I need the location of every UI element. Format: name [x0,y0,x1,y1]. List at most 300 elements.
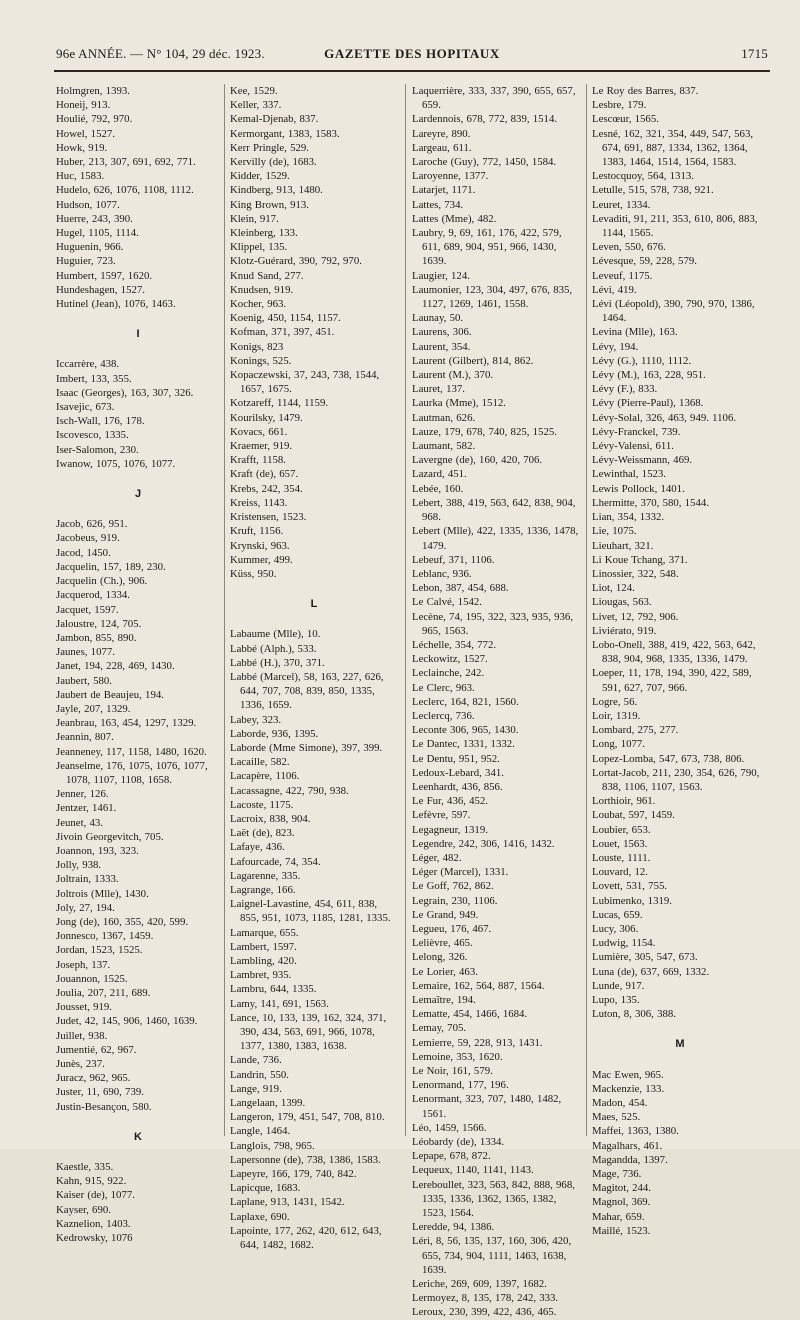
index-entry: Ledoux-Lebard, 341. [412,766,504,779]
index-entry: Lance, 10, 133, 139, 162, 324, 371, 390, 434, 563, 691, 966, 1078, 1377, 1380, 1383, 1638. [230,1011,387,1053]
index-entry: Huc, 1583. [56,170,105,183]
index-entry: Koenig, 450, 1154, 1157. [230,312,341,325]
index-entry: Hundeshagen, 1527. [56,283,145,296]
index-entry: Kreiss, 1143. [230,496,288,509]
index-entry: Lambert, 1597. [230,940,297,953]
index-entry: Konings, 525. [230,354,292,367]
index-entry: Lombard, 275, 277. [592,724,679,737]
index-entry: Legendre, 242, 306, 1416, 1432. [412,837,555,850]
index-entry: Joltrois (Mlle), 1430. [56,887,149,900]
index-entry: Lhermitte, 370, 580, 1544. [592,496,709,509]
index-entry: Honeij, 913. [56,99,111,112]
index-entry: Le Noir, 161, 579. [412,1065,493,1078]
index-entry: Keller, 337. [230,99,282,112]
index-entry: Kaestle, 335. [56,1161,114,1174]
index-entry: Lortat-Jacob, 211, 230, 354, 626, 790, 838, 1106, 1107, 1563. [592,766,760,793]
index-entry: Jentzer, 1461. [56,802,117,815]
index-entry: Iwanow, 1075, 1076, 1077. [56,457,176,470]
index-entry: Leenhardt, 436, 856. [412,780,503,793]
index-entry: Lereboullet, 323, 563, 842, 888, 968, 1335, 1336, 1362, 1365, 1382, 1523, 1564. [412,1178,575,1220]
index-entry: Maes, 525. [592,1111,641,1124]
index-entry: Leblanc, 936. [412,567,472,580]
index-entry: Liougas, 563. [592,596,652,609]
index-entry: Knud Sand, 277. [230,269,304,282]
index-entry: Hudson, 1077. [56,198,120,211]
index-entry: Lepape, 678, 872. [412,1150,491,1163]
index-entry: Lapicque, 1683. [230,1182,301,1195]
index-entry: Léri, 8, 56, 135, 137, 160, 306, 420, 655, 734, 904, 1111, 1463, 1638, 1639. [412,1235,572,1276]
index-entry: Lapointe, 177, 262, 420, 612, 643, 644, 1482, 1682. [230,1224,382,1252]
index-entry: Lautman, 626. [412,411,476,424]
index-entry: Laborde, 936, 1395. [230,727,319,740]
index-entry: Leuret, 1334. [592,198,651,211]
index-entry: Lemaire, 162, 564, 887, 1564. [412,979,545,992]
index-entry: Lattes (Mme), 482. [412,212,497,225]
column-divider [586,84,587,1136]
index-entry: Justin-Besançon, 580. [56,1100,152,1113]
index-entry: Lagrange, 166. [230,883,296,896]
index-entry: Lambru, 644, 1335. [230,983,317,996]
index-entry: Lapersonne (de), 738, 1386, 1583. [230,1153,381,1166]
index-entry: Kahn, 915, 922. [56,1175,127,1188]
index-entry: Joulia, 207, 211, 689. [56,986,151,999]
index-entry: Laët (de), 823. [230,827,295,840]
index-entry: Launay, 50. [412,312,464,325]
column-divider [405,84,406,1136]
index-entry: Luna (de), 637, 669, 1332. [592,965,710,978]
letter-heading: J [134,488,142,501]
index-column-3 [412,84,582,1319]
index-entry: Kofman, 371, 397, 451. [230,326,335,339]
index-entry: Léo, 1459, 1566. [412,1121,487,1134]
index-entry: Laquerrière, 333, 337, 390, 655, 657, 659. [412,85,576,112]
index-entry: Laugier, 124. [412,269,470,282]
index-entry: Lévy (M.), 163, 228, 951. [592,369,706,382]
index-entry: Jambon, 855, 890. [56,631,137,644]
index-entry: Jonnesco, 1367, 1459. [56,930,154,943]
index-entry: Lattes, 734. [412,198,464,211]
index-entry: Leven, 550, 676. [592,241,666,254]
index-entry: Le Lorier, 463. [412,965,478,978]
index-entry: Kerr Pringle, 529. [230,141,309,154]
index-entry: King Brown, 913. [230,198,309,211]
index-entry: Lacaille, 582. [230,756,290,769]
index-entry: Joly, 27, 194. [56,901,115,914]
index-entry: Hutinel (Jean), 1076, 1463. [56,298,176,311]
index-entry: Leckowitz, 1527. [412,653,488,666]
index-entry: Junès, 237. [56,1058,105,1070]
index-entry: Lebert (Mlle), 422, 1335, 1336, 1478, 1479. [412,525,579,552]
index-entry: Kaiser (de), 1077. [56,1189,135,1202]
index-entry: Kotzareff, 1144, 1159. [230,397,329,410]
index-entry: Laroyenne, 1377. [412,170,489,183]
index-entry: Lauret, 137. [412,383,465,396]
index-entry: Langlois, 798, 965. [230,1139,315,1152]
index-entry: Kidder, 1529. [230,170,290,183]
index-entry: Laurent (Gilbert), 814, 862. [412,354,534,367]
issue-info: 96e ANNÉE. — N° 104, 29 déc. 1923. [56,46,265,61]
index-entry: Iccarrère, 438. [56,358,120,371]
index-entry: Joannon, 193, 323. [56,844,139,857]
index-entry: Lestocquoy, 564, 1313. [592,170,694,183]
index-entry: Leveuf, 1175. [592,269,653,282]
index-entry: Labaume (Mlle), 10. [230,628,321,641]
index-entry: Lecène, 74, 195, 322, 323, 935, 936, 965, 1563. [412,610,574,637]
index-entry: Lumière, 305, 547, 673. [592,951,698,964]
index-entry: Laroche (Guy), 772, 1450, 1584. [412,156,557,169]
index-entry: Loir, 1319. [592,709,641,722]
index-entry: Jacod, 1450. [56,546,111,559]
index-entry: Loubat, 597, 1459. [592,809,675,822]
index-entry: Labbé (Marcel), 58, 163, 227, 626, 644, 707, 708, 839, 850, 1335, 1336, 1659. [230,670,384,712]
index-entry: Kummer, 499. [230,553,293,566]
index-entry: Luton, 8, 306, 388. [592,1008,676,1021]
index-entry: Lelièvre, 465. [412,937,473,950]
index-column-2 [230,84,398,1252]
index-entry: Lemierre, 59, 228, 913, 1431. [412,1036,543,1049]
index-entry: Lévy-Valensi, 611. [592,440,674,453]
index-entry: Leclerc, 164, 821, 1560. [412,695,519,708]
index-entry: Lebeuf, 371, 1106. [412,553,495,566]
index-entry: Kervilly (de), 1683. [230,156,317,169]
index-entry: Lunde, 917. [592,979,645,992]
index-entry: Lauze, 179, 678, 740, 825, 1525. [412,425,557,438]
index-entry: Magitot, 244. [592,1182,651,1195]
index-entry: Lenormant, 323, 707, 1480, 1482, 1561. [412,1093,562,1120]
index-entry: Labey, 323. [230,713,282,726]
index-entry: Louet, 1563. [592,837,648,850]
index-entry: Klein, 917. [230,212,279,225]
index-entry: Laumant, 582. [412,440,476,453]
index-entry: Lamy, 141, 691, 1563. [230,997,329,1010]
index-entry: Li Koue Tchang, 371. [592,553,688,566]
index-entry: Langle, 1464. [230,1125,291,1138]
index-entry: Livet, 12, 792, 906. [592,610,679,623]
index-entry: Lubimenko, 1319. [592,894,672,907]
index-entry: Huguier, 723. [56,255,116,268]
index-entry: Lavergne (de), 160, 420, 706. [412,454,543,467]
index-entry: Huerre, 243, 390. [56,212,133,225]
index-entry: Le Calvé, 1542. [412,596,482,609]
index-entry: Long, 1077. [592,738,645,751]
index-entry: Lévy-Weissmann, 469. [592,454,693,467]
index-entry: Loeper, 11, 178, 194, 390, 422, 589, 591, 627, 707, 966. [592,667,752,694]
index-entry: Le Dentu, 951, 952. [412,752,500,765]
index-entry: Hugel, 1105, 1114. [56,227,139,240]
index-column-4 [592,84,768,1237]
index-entry: Krafft, 1158. [230,454,286,467]
index-entry: Krebs, 242, 354. [230,482,303,495]
header-rule [54,70,770,72]
column-divider [224,84,225,1136]
index-entry: Le Dantec, 1331, 1332. [412,738,515,751]
index-entry: Holmgren, 1393. [56,85,130,97]
index-entry: Le Roy des Barres, 837. [592,85,699,97]
index-entry: Le Fur, 436, 452. [412,795,489,808]
index-entry: Leroux, 230, 399, 422, 436, 465. [412,1306,557,1319]
index-entry: Leriche, 269, 609, 1397, 1682. [412,1278,547,1291]
index-entry: Léchelle, 354, 772. [412,638,497,651]
index-entry: Louste, 1111. [592,851,651,864]
letter-heading: L [310,598,318,611]
index-entry: Lange, 919. [230,1082,282,1095]
index-entry: Küss, 950. [230,567,277,580]
index-entry: Ludwig, 1154. [592,937,656,950]
index-entry: Iser-Salomon, 230. [56,443,139,456]
index-entry: Mahar, 659. [592,1210,645,1223]
letter-heading: K [134,1130,142,1143]
index-entry: Lematte, 454, 1466, 1684. [412,1008,528,1021]
index-entry: Louvard, 12. [592,866,648,879]
index-entry: Kermorgant, 1383, 1583. [230,127,340,140]
page-number: 1715 [741,46,768,61]
index-entry: Kovacs, 661. [230,425,288,438]
index-entry: Lupo, 135. [592,994,640,1006]
index-entry: Kemal-Djenab, 837. [230,113,319,126]
index-entry: Laurent (M.), 370. [412,369,494,382]
index-entry: Knudsen, 919. [230,283,294,296]
index-entry: Lelong, 326. [412,951,468,964]
index-entry: Lévy-Franckel, 739. [592,425,681,438]
index-entry: Laurent, 354. [412,340,471,353]
index-entry: Léger, 482. [412,851,462,864]
index-entry: Jivoin Georgevitch, 705. [56,830,164,843]
index-entry: Humbert, 1597, 1620. [56,269,153,282]
index-entry: Lapeyre, 166, 179, 740, 842. [230,1168,357,1181]
index-entry: Lebert, 388, 419, 563, 642, 838, 904, 968. [412,496,576,524]
index-entry: Jouannon, 1525. [56,972,128,985]
index-entry: Kopaczewski, 37, 243, 738, 1544, 1657, 1675. [230,369,380,396]
index-entry: Lafourcade, 74, 354. [230,855,321,868]
index-entry: Lévi (Léopold), 390, 790, 970, 1386, 1464. [592,298,755,325]
index-entry: Jacquet, 1597. [56,603,119,616]
index-entry: Huguenin, 966. [56,241,124,254]
index-entry: Joltrain, 1333. [56,873,119,886]
index-entry: Lande, 736. [230,1054,282,1067]
index-entry: Jeunet, 43. [56,816,103,829]
index-entry: Mage, 736. [592,1168,642,1181]
index-entry: Lévy (Pierre-Paul), 1368. [592,397,704,410]
index-entry: Latarjet, 1171. [412,184,476,197]
index-entry: Jeanselme, 176, 1075, 1076, 1077, 1078, 1107, 1108, 1658. [56,759,208,786]
index-entry: Jaubert de Beaujeu, 194. [56,688,164,701]
index-entry: Lewis Pollock, 1401. [592,482,685,495]
index-entry: Lévy, 194. [592,340,639,353]
index-entry: Kayser, 690. [56,1203,111,1216]
index-entry: Laumonier, 123, 304, 497, 676, 835, 1127, 1269, 1461, 1558. [412,283,573,311]
index-entry: Lardennois, 678, 772, 839, 1514. [412,113,558,126]
index-entry: Magandda, 1397. [592,1153,668,1166]
index-entry: Léger (Marcel), 1331. [412,866,509,879]
index-entry: Howel, 1527. [56,127,115,140]
index-entry: Linossier, 322, 548. [592,567,679,580]
index-entry: Lesbre, 179. [592,99,647,112]
index-entry: Lebée, 160. [412,482,464,495]
index-entry: Krynski, 963. [230,539,290,552]
index-entry: Lamarque, 655. [230,926,299,939]
index-entry: Juster, 11, 690, 739. [56,1086,144,1099]
index-entry: Léobardy (de), 1334. [412,1136,505,1149]
index-entry: Laborde (Mme Simone), 397, 399. [230,741,383,754]
index-entry: Leconte 306, 965, 1430. [412,724,519,737]
index-entry: Lieuhart, 321. [592,539,654,552]
index-entry: Mac Ewen, 965. [592,1068,664,1081]
index-entry: Lefèvre, 597. [412,809,471,822]
index-entry: Kedrowsky, 1076 [56,1232,133,1245]
index-entry: Lewinthal, 1523. [592,468,666,481]
index-entry: Janet, 194, 228, 469, 1430. [56,660,175,673]
index-entry: Jacobeus, 919. [56,532,120,545]
index-entry: Levaditi, 91, 211, 353, 610, 806, 883, 1144, 1565. [592,212,758,240]
letter-heading: I [136,328,140,341]
index-entry: Kraft (de), 657. [230,468,299,481]
index-entry: Le Goff, 762, 862. [412,880,494,893]
index-entry: Jacquelin, 157, 189, 230. [56,560,166,573]
index-entry: Lévy-Solal, 326, 463, 949. 1106. [592,411,737,424]
index-entry: Lacapère, 1106. [230,770,300,783]
index-entry: Jeanbrau, 163, 454, 1297, 1329. [56,717,197,730]
index-entry: Jacquerod, 1334. [56,589,130,602]
index-entry: Lesné, 162, 321, 354, 449, 547, 563, 674, 691, 887, 1334, 1362, 1364, 1383, 1464, 1514, 1564, 1583. [592,127,754,169]
index-entry: Lobo-Onell, 388, 419, 422, 563, 642, 838, 904, 968, 1335, 1336, 1479. [592,638,756,666]
index-entry: Kee, 1529. [230,85,278,97]
index-entry: Levina (Mlle), 163. [592,326,678,339]
index-entry: Lazard, 451. [412,468,467,481]
index-entry: Kleinberg, 133. [230,227,298,240]
index-entry: Lemay, 705. [412,1022,467,1035]
index-entry: Imbert, 133, 355. [56,372,132,385]
index-entry: Lafaye, 436. [230,841,285,854]
index-entry: Laplane, 913, 1431, 1542. [230,1196,345,1209]
index-entry: Leclainche, 242. [412,667,485,680]
index-entry: Jolly, 938. [56,859,102,872]
index-entry: Leredde, 94, 1386. [412,1221,495,1234]
index-entry: Lovett, 531, 755. [592,880,668,893]
index-entry: Jeannin, 807. [56,731,114,744]
index-entry: Lucy, 306. [592,922,639,935]
index-entry: Landrin, 550. [230,1068,289,1081]
index-entry: Houlié, 792, 970. [56,113,133,126]
index-entry: Langelaan, 1399. [230,1097,306,1110]
index-entry: Lie, 1075. [592,525,637,538]
index-entry: Laplaxe, 690. [230,1210,290,1223]
index-entry: Kristensen, 1523. [230,511,307,524]
index-entry: Lian, 354, 1332. [592,511,665,524]
index-entry: Le Grand, 949. [412,908,479,921]
index-entry: Lévi, 419. [592,283,637,296]
index-entry: Laignel-Lavastine, 454, 611, 838, 855, 951, 1073, 1185, 1281, 1335. [230,898,391,925]
index-entry: Lescœur, 1565. [592,113,659,126]
index-entry: Mackenzie, 133. [592,1082,665,1095]
index-entry: Jeanneney, 117, 1158, 1480, 1620. [56,745,207,758]
index-entry: Jousset, 919. [56,1001,112,1014]
index-entry: Jordan, 1523, 1525. [56,944,143,957]
index-entry: Largeau, 611. [412,141,472,154]
index-entry: Isavejic, 673. [56,401,115,414]
index-entry: Maillé, 1523. [592,1224,651,1237]
index-entry: Lambling, 420. [230,954,297,967]
index-entry: Legueu, 176, 467. [412,922,492,935]
index-entry: Kruft, 1156. [230,525,284,538]
index-entry: Kaznelion, 1403. [56,1217,131,1230]
index-entry: Madon, 454. [592,1097,648,1110]
index-entry: Lagarenne, 335. [230,869,301,882]
index-entry: Kocher, 963. [230,298,287,311]
index-entry: Jacob, 626, 951. [56,518,128,531]
index-entry: Lermoyez, 8, 135, 178, 242, 333. [412,1292,559,1305]
index-entry: Maffei, 1363, 1380. [592,1125,679,1138]
index-entry: Loubier, 653. [592,823,651,836]
index-entry: Legagneur, 1319. [412,823,488,836]
index-entry: Jacquelin (Ch.), 906. [56,575,148,588]
index-entry: Jaubert, 580. [56,674,112,687]
index-entry: Magalhars, 461. [592,1139,663,1152]
index-entry: Le Clerc, 963. [412,681,475,694]
index-entry: Jenner, 126. [56,788,109,801]
index-entry: Kraemer, 919. [230,440,293,453]
letter-heading: M [675,1038,685,1051]
index-entry: Huber, 213, 307, 691, 692, 771. [56,156,196,169]
index-entry: Hudelo, 626, 1076, 1108, 1112. [56,184,194,197]
index-entry: Labbé (Alph.), 533. [230,642,317,655]
index-entry: Kindberg, 913, 1480. [230,184,323,197]
index-entry: Lambret, 935. [230,969,292,982]
index-entry: Lareyre, 890. [412,127,471,140]
index-entry: Judet, 42, 145, 906, 1460, 1639. [56,1015,198,1028]
index-entry: Lévy (G.), 1110, 1112. [592,354,692,367]
index-entry: Legrain, 230, 1106. [412,894,498,907]
index-entry: Klotz-Guérard, 390, 792, 970. [230,255,362,268]
index-column-1 [56,84,220,1245]
index-entry: Letulle, 515, 578, 738, 921. [592,184,714,197]
index-entry: Lorthioir, 961. [592,795,656,808]
index-entry: Juracz, 962, 965. [56,1072,131,1085]
index-entry: Lemaître, 194. [412,994,476,1006]
index-entry: Kourilsky, 1479. [230,411,303,424]
index-entry: Lévesque, 59, 228, 579. [592,255,697,268]
journal-title: GAZETTE DES HOPITAUX [324,46,500,61]
index-entry: Lopez-Lomba, 547, 673, 738, 806. [592,752,745,765]
index-entry: Lequeux, 1140, 1141, 1143. [412,1164,534,1177]
index-entry: Klippel, 135. [230,241,288,254]
index-entry: Liot, 124. [592,582,635,595]
index-entry: Jaunes, 1077. [56,646,115,659]
index-entry: Jaloustre, 124, 705. [56,617,142,630]
index-entry: Juillet, 938. [56,1029,108,1042]
index-entry: Logre, 56. [592,695,638,708]
index-entry: Magnol, 369. [592,1196,651,1209]
index-entry: Lucas, 659. [592,908,643,921]
index-entry: Lacoste, 1175. [230,798,294,811]
index-entry: Laurka (Mme), 1512. [412,397,506,410]
index-entry: Joseph, 137. [56,958,111,971]
index-entry: Liviérato, 919. [592,624,657,637]
index-entry: Lacroix, 838, 904. [230,812,311,825]
index-entry: Isaac (Georges), 163, 307, 326. [56,386,194,399]
index-entry: Laubry, 9, 69, 161, 176, 422, 579, 611, 689, 904, 951, 966, 1430, 1639. [412,227,562,268]
index-entry: Jumentié, 62, 967. [56,1043,137,1056]
index-entry: Leclercq, 736. [412,709,475,722]
index-entry: Konigs, 823 [230,340,284,353]
index-entry: Langeron, 179, 451, 547, 708, 810. [230,1111,385,1124]
index-entry: Isch-Wall, 176, 178. [56,415,145,428]
index-entry: Jong (de), 160, 355, 420, 599. [56,915,189,928]
index-entry: Lenormand, 177, 196. [412,1079,509,1092]
index-entry: Lemoine, 353, 1620. [412,1050,503,1063]
index-entry: Iscovesco, 1335. [56,429,129,442]
index-entry: Lacassagne, 422, 790, 938. [230,784,349,797]
index-entry: Labbé (H.), 370, 371. [230,656,325,669]
